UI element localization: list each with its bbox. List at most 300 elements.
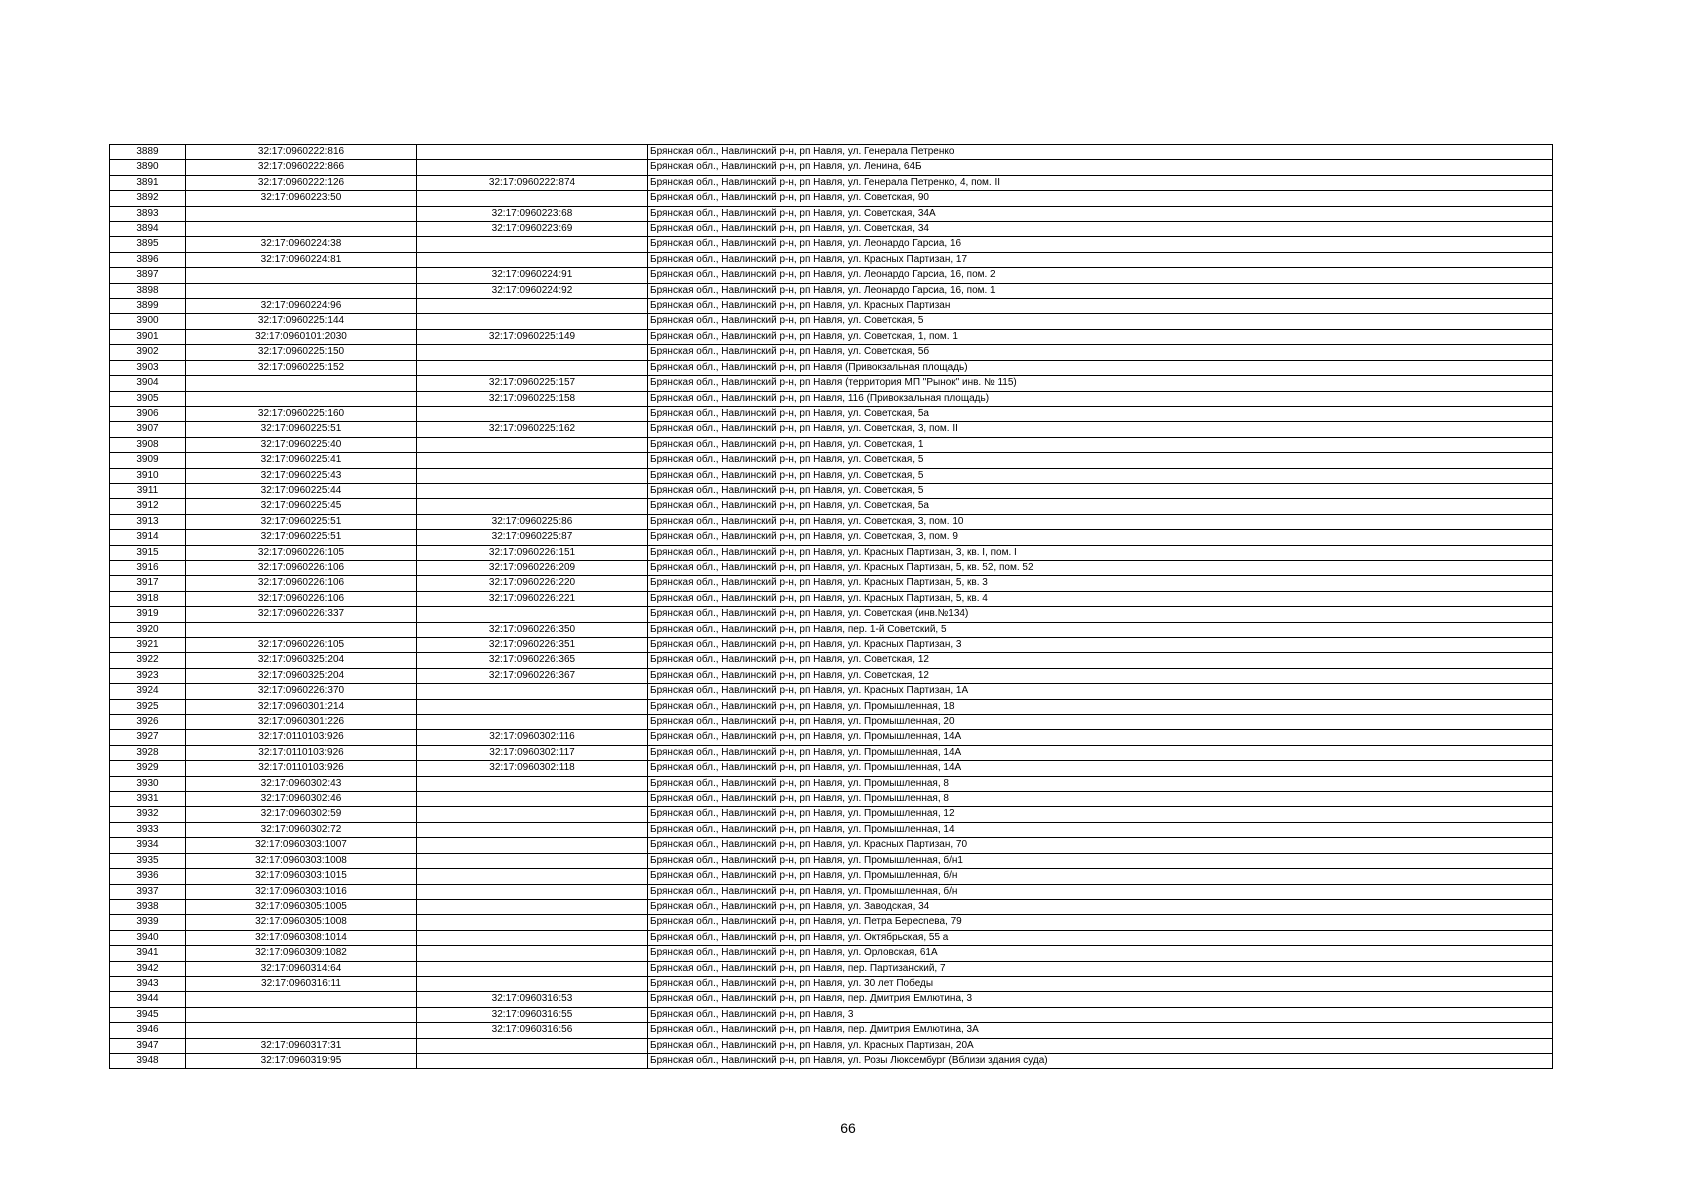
parcel-cadastral-number-cell xyxy=(186,206,417,221)
table-row xyxy=(110,730,1553,745)
row-number-cell: 3895 xyxy=(110,237,186,252)
address-cell: Брянская обл., Навлинский р-н, рп Навля, ул. Красных Партизан, 3 xyxy=(648,638,1553,653)
table-row xyxy=(110,607,1553,622)
address-cell: Брянская обл., Навлинский р-н, рп Навля, пер. Дмитрия Емлютина, 3 xyxy=(648,992,1553,1007)
row-number-cell: 3936 xyxy=(110,869,186,884)
address-cell: Брянская обл., Навлинский р-н, рп Навля, ул. Советская, 3, пом. 10 xyxy=(648,514,1553,529)
table-row xyxy=(110,930,1553,945)
table-row xyxy=(110,560,1553,575)
parcel-cadastral-number-cell: 32:17:0960226:105 xyxy=(186,545,417,560)
address-cell: Брянская обл., Навлинский р-н, рп Навля, ул. Советская, 5 xyxy=(648,483,1553,498)
parcel-cadastral-number-cell: 32:17:0960308:1014 xyxy=(186,930,417,945)
parcel-cadastral-number-cell xyxy=(186,391,417,406)
row-number-cell: 3906 xyxy=(110,406,186,421)
object-cadastral-number-cell xyxy=(417,345,648,360)
object-cadastral-number-cell xyxy=(417,915,648,930)
object-cadastral-number-cell xyxy=(417,1038,648,1053)
parcel-cadastral-number-cell: 32:17:0960305:1005 xyxy=(186,899,417,914)
address-cell: Брянская обл., Навлинский р-н, рп Навля, ул. Промышленная, б/н xyxy=(648,869,1553,884)
table-row xyxy=(110,314,1553,329)
object-cadastral-number-cell xyxy=(417,838,648,853)
parcel-cadastral-number-cell: 32:17:0960223:50 xyxy=(186,191,417,206)
row-number-cell: 3942 xyxy=(110,961,186,976)
parcel-cadastral-number-cell: 32:17:0960302:59 xyxy=(186,807,417,822)
address-cell: Брянская обл., Навлинский р-н, рп Навля, ул. Советская, 1 xyxy=(648,437,1553,452)
row-number-cell: 3907 xyxy=(110,422,186,437)
row-number-cell: 3890 xyxy=(110,160,186,175)
address-cell: Брянская обл., Навлинский р-н, рп Навля, ул. Генерала Петренко, 4, пом. II xyxy=(648,175,1553,190)
row-number-cell: 3946 xyxy=(110,1023,186,1038)
row-number-cell: 3935 xyxy=(110,853,186,868)
parcel-cadastral-number-cell: 32:17:0960303:1008 xyxy=(186,853,417,868)
row-number-cell: 3943 xyxy=(110,976,186,991)
object-cadastral-number-cell: 32:17:0960302:118 xyxy=(417,761,648,776)
address-cell: Брянская обл., Навлинский р-н, рп Навля, ул. Октябрьская, 55 а xyxy=(648,930,1553,945)
object-cadastral-number-cell: 32:17:0960225:162 xyxy=(417,422,648,437)
object-cadastral-number-cell: 32:17:0960302:116 xyxy=(417,730,648,745)
row-number-cell: 3892 xyxy=(110,191,186,206)
address-cell: Брянская обл., Навлинский р-н, рп Навля (Привокзальная площадь) xyxy=(648,360,1553,375)
parcel-cadastral-number-cell: 32:17:0960305:1008 xyxy=(186,915,417,930)
object-cadastral-number-cell xyxy=(417,684,648,699)
table-row xyxy=(110,884,1553,899)
address-cell: Брянская обл., Навлинский р-н, рп Навля, ул. Советская, 34А xyxy=(648,206,1553,221)
row-number-cell: 3916 xyxy=(110,560,186,575)
address-cell: Брянская обл., Навлинский р-н, рп Навля, ул. Советская, 12 xyxy=(648,668,1553,683)
table-row xyxy=(110,822,1553,837)
table-row xyxy=(110,699,1553,714)
object-cadastral-number-cell: 32:17:0960316:56 xyxy=(417,1023,648,1038)
parcel-cadastral-number-cell: 32:17:0110103:926 xyxy=(186,745,417,760)
row-number-cell: 3915 xyxy=(110,545,186,560)
address-cell: Брянская обл., Навлинский р-н, рп Навля, ул. Промышленная, 14 xyxy=(648,822,1553,837)
table-row xyxy=(110,715,1553,730)
table-row xyxy=(110,638,1553,653)
object-cadastral-number-cell: 32:17:0960316:55 xyxy=(417,1007,648,1022)
address-cell: Брянская обл., Навлинский р-н, рп Навля, ул. Генерала Петренко xyxy=(648,145,1553,160)
table-row xyxy=(110,237,1553,252)
row-number-cell: 3931 xyxy=(110,792,186,807)
table-row xyxy=(110,406,1553,421)
row-number-cell: 3919 xyxy=(110,607,186,622)
parcel-cadastral-number-cell xyxy=(186,1023,417,1038)
parcel-cadastral-number-cell: 32:17:0960224:96 xyxy=(186,299,417,314)
row-number-cell: 3897 xyxy=(110,268,186,283)
address-cell: Брянская обл., Навлинский р-н, рп Навля, ул. Леонардо Гарсиа, 16, пом. 2 xyxy=(648,268,1553,283)
row-number-cell: 3940 xyxy=(110,930,186,945)
row-number-cell: 3921 xyxy=(110,638,186,653)
row-number-cell: 3904 xyxy=(110,376,186,391)
object-cadastral-number-cell: 32:17:0960225:87 xyxy=(417,530,648,545)
parcel-cadastral-number-cell: 32:17:0960226:370 xyxy=(186,684,417,699)
address-cell: Брянская обл., Навлинский р-н, рп Навля, ул. Советская, 5 xyxy=(648,453,1553,468)
address-cell: Брянская обл., Навлинский р-н, рп Навля, ул. Промышленная, 8 xyxy=(648,792,1553,807)
parcel-cadastral-number-cell: 32:17:0960303:1015 xyxy=(186,869,417,884)
parcel-cadastral-number-cell: 32:17:0960325:204 xyxy=(186,653,417,668)
row-number-cell: 3924 xyxy=(110,684,186,699)
object-cadastral-number-cell xyxy=(417,437,648,452)
table-row xyxy=(110,591,1553,606)
parcel-cadastral-number-cell: 32:17:0960317:31 xyxy=(186,1038,417,1053)
table-row xyxy=(110,222,1553,237)
address-cell: Брянская обл., Навлинский р-н, рп Навля, пер. Дмитрия Емлютина, 3А xyxy=(648,1023,1553,1038)
parcel-cadastral-number-cell: 32:17:0960222:866 xyxy=(186,160,417,175)
parcel-cadastral-number-cell: 32:17:0960225:41 xyxy=(186,453,417,468)
object-cadastral-number-cell xyxy=(417,1053,648,1068)
address-cell: Брянская обл., Навлинский р-н, рп Навля, пер. 1-й Советский, 5 xyxy=(648,622,1553,637)
table-row xyxy=(110,1053,1553,1068)
parcel-cadastral-number-cell xyxy=(186,1007,417,1022)
address-cell: Брянская обл., Навлинский р-н, рп Навля, ул. Советская, 90 xyxy=(648,191,1553,206)
row-number-cell: 3938 xyxy=(110,899,186,914)
table-row xyxy=(110,776,1553,791)
parcel-cadastral-number-cell: 32:17:0960303:1007 xyxy=(186,838,417,853)
object-cadastral-number-cell: 32:17:0960226:151 xyxy=(417,545,648,560)
object-cadastral-number-cell xyxy=(417,853,648,868)
address-cell: Брянская обл., Навлинский р-н, рп Навля, ул. Петра Бересnева, 79 xyxy=(648,915,1553,930)
object-cadastral-number-cell: 32:17:0960226:365 xyxy=(417,653,648,668)
table-row xyxy=(110,745,1553,760)
object-cadastral-number-cell: 32:17:0960225:157 xyxy=(417,376,648,391)
table-row xyxy=(110,175,1553,190)
table-row xyxy=(110,961,1553,976)
row-number-cell: 3912 xyxy=(110,499,186,514)
object-cadastral-number-cell xyxy=(417,468,648,483)
address-cell: Брянская обл., Навлинский р-н, рп Навля, 116 (Привокзальная площадь) xyxy=(648,391,1553,406)
object-cadastral-number-cell: 32:17:0960226:209 xyxy=(417,560,648,575)
parcel-cadastral-number-cell: 32:17:0960225:51 xyxy=(186,530,417,545)
row-number-cell: 3945 xyxy=(110,1007,186,1022)
table-row xyxy=(110,453,1553,468)
table-row xyxy=(110,653,1553,668)
address-cell: Брянская обл., Навлинский р-н, рп Навля, ул. Промышленная, 14А xyxy=(648,761,1553,776)
parcel-cadastral-number-cell: 32:17:0960302:46 xyxy=(186,792,417,807)
table-row xyxy=(110,792,1553,807)
address-cell: Брянская обл., Навлинский р-н, рп Навля, пер. Партизанский, 7 xyxy=(648,961,1553,976)
table-row xyxy=(110,838,1553,853)
row-number-cell: 3937 xyxy=(110,884,186,899)
table-row xyxy=(110,869,1553,884)
object-cadastral-number-cell: 32:17:0960222:874 xyxy=(417,175,648,190)
parcel-cadastral-number-cell: 32:17:0960225:45 xyxy=(186,499,417,514)
row-number-cell: 3928 xyxy=(110,745,186,760)
row-number-cell: 3913 xyxy=(110,514,186,529)
table-row xyxy=(110,145,1553,160)
parcel-cadastral-number-cell: 32:17:0960225:43 xyxy=(186,468,417,483)
parcel-cadastral-number-cell: 32:17:0960302:72 xyxy=(186,822,417,837)
row-number-cell: 3941 xyxy=(110,946,186,961)
address-cell: Брянская обл., Навлинский р-н, рп Навля, ул. Советская, 5а xyxy=(648,406,1553,421)
object-cadastral-number-cell: 32:17:0960225:149 xyxy=(417,329,648,344)
parcel-cadastral-number-cell: 32:17:0960226:337 xyxy=(186,607,417,622)
row-number-cell: 3909 xyxy=(110,453,186,468)
table-row xyxy=(110,992,1553,1007)
row-number-cell: 3930 xyxy=(110,776,186,791)
parcel-cadastral-number-cell: 32:17:0960225:44 xyxy=(186,483,417,498)
object-cadastral-number-cell xyxy=(417,899,648,914)
table-row xyxy=(110,946,1553,961)
address-cell: Брянская обл., Навлинский р-н, рп Навля, ул. Советская, 34 xyxy=(648,222,1553,237)
object-cadastral-number-cell xyxy=(417,360,648,375)
row-number-cell: 3898 xyxy=(110,283,186,298)
address-cell: Брянская обл., Навлинский р-н, рп Навля, ул. Советская, 5 xyxy=(648,314,1553,329)
row-number-cell: 3891 xyxy=(110,175,186,190)
parcel-cadastral-number-cell: 32:17:0960301:226 xyxy=(186,715,417,730)
object-cadastral-number-cell: 32:17:0960302:117 xyxy=(417,745,648,760)
object-cadastral-number-cell: 32:17:0960225:158 xyxy=(417,391,648,406)
address-cell: Брянская обл., Навлинский р-н, рп Навля, ул. Промышленная, б/н xyxy=(648,884,1553,899)
parcel-cadastral-number-cell: 32:17:0960225:160 xyxy=(186,406,417,421)
table-row xyxy=(110,345,1553,360)
parcel-cadastral-number-cell: 32:17:0960101:2030 xyxy=(186,329,417,344)
address-cell: Брянская обл., Навлинский р-н, рп Навля, ул. Красных Партизан xyxy=(648,299,1553,314)
table-row xyxy=(110,191,1553,206)
row-number-cell: 3900 xyxy=(110,314,186,329)
address-cell: Брянская обл., Навлинский р-н, рп Навля, ул. Ленина, 64Б xyxy=(648,160,1553,175)
row-number-cell: 3918 xyxy=(110,591,186,606)
address-cell: Брянская обл., Навлинский р-н, рп Навля, ул. Красных Партизан, 17 xyxy=(648,252,1553,267)
object-cadastral-number-cell xyxy=(417,792,648,807)
table-row xyxy=(110,576,1553,591)
address-cell: Брянская обл., Навлинский р-н, рп Навля, ул. Промышленная, 14А xyxy=(648,745,1553,760)
address-cell: Брянская обл., Навлинский р-н, рп Навля, 3 xyxy=(648,1007,1553,1022)
object-cadastral-number-cell xyxy=(417,930,648,945)
row-number-cell: 3933 xyxy=(110,822,186,837)
table-row xyxy=(110,206,1553,221)
row-number-cell: 3896 xyxy=(110,252,186,267)
address-cell: Брянская обл., Навлинский р-н, рп Навля, ул. Красных Партизан, 5, кв. 4 xyxy=(648,591,1553,606)
address-cell: Брянская обл., Навлинский р-н, рп Навля, ул. Промышленная, 12 xyxy=(648,807,1553,822)
row-number-cell: 3899 xyxy=(110,299,186,314)
parcel-cadastral-number-cell: 32:17:0960319:95 xyxy=(186,1053,417,1068)
address-cell: Брянская обл., Навлинский р-н, рп Навля, ул. Розы Люксембург (Вблизи здания суда) xyxy=(648,1053,1553,1068)
object-cadastral-number-cell xyxy=(417,946,648,961)
row-number-cell: 3944 xyxy=(110,992,186,1007)
table-row xyxy=(110,360,1553,375)
row-number-cell: 3926 xyxy=(110,715,186,730)
object-cadastral-number-cell: 32:17:0960226:221 xyxy=(417,591,648,606)
parcel-cadastral-number-cell: 32:17:0960316:11 xyxy=(186,976,417,991)
parcel-cadastral-number-cell: 32:17:0960225:51 xyxy=(186,422,417,437)
table-row xyxy=(110,391,1553,406)
table-row xyxy=(110,329,1553,344)
row-number-cell: 3902 xyxy=(110,345,186,360)
parcel-cadastral-number-cell xyxy=(186,268,417,283)
parcel-cadastral-number-cell: 32:17:0110103:926 xyxy=(186,730,417,745)
table-row xyxy=(110,422,1553,437)
address-cell: Брянская обл., Навлинский р-н, рп Навля, ул. Советская, 5а xyxy=(648,499,1553,514)
address-cell: Брянская обл., Навлинский р-н, рп Навля, ул. Советская, 5б xyxy=(648,345,1553,360)
table-row xyxy=(110,530,1553,545)
parcel-cadastral-number-cell: 32:17:0960224:81 xyxy=(186,252,417,267)
object-cadastral-number-cell xyxy=(417,237,648,252)
row-number-cell: 3925 xyxy=(110,699,186,714)
address-cell: Брянская обл., Навлинский р-н, рп Навля, ул. Леонардо Гарсиа, 16 xyxy=(648,237,1553,252)
address-cell: Брянская обл., Навлинский р-н, рп Навля, ул. Красных Партизан, 70 xyxy=(648,838,1553,853)
row-number-cell: 3927 xyxy=(110,730,186,745)
parcel-cadastral-number-cell: 32:17:0960225:152 xyxy=(186,360,417,375)
table-row xyxy=(110,299,1553,314)
object-cadastral-number-cell xyxy=(417,314,648,329)
table-row xyxy=(110,1023,1553,1038)
table-row xyxy=(110,976,1553,991)
address-cell: Брянская обл., Навлинский р-н, рп Навля, ул. Промышленная, 20 xyxy=(648,715,1553,730)
parcel-cadastral-number-cell: 32:17:0960224:38 xyxy=(186,237,417,252)
address-cell: Брянская обл., Навлинский р-н, рп Навля, ул. Леонардо Гарсиа, 16, пом. 1 xyxy=(648,283,1553,298)
table-row xyxy=(110,853,1553,868)
object-cadastral-number-cell: 32:17:0960224:92 xyxy=(417,283,648,298)
address-cell: Брянская обл., Навлинский р-н, рп Навля, ул. Советская, 5 xyxy=(648,468,1553,483)
address-cell: Брянская обл., Навлинский р-н, рп Навля, ул. Промышленная, 18 xyxy=(648,699,1553,714)
address-cell: Брянская обл., Навлинский р-н, рп Навля, ул. Красных Партизан, 20А xyxy=(648,1038,1553,1053)
address-cell: Брянская обл., Навлинский р-н, рп Навля, ул. Советская, 12 xyxy=(648,653,1553,668)
registry-table-body xyxy=(110,145,1553,1069)
object-cadastral-number-cell: 32:17:0960226:220 xyxy=(417,576,648,591)
row-number-cell: 3934 xyxy=(110,838,186,853)
parcel-cadastral-number-cell: 32:17:0960226:106 xyxy=(186,591,417,606)
address-cell: Брянская обл., Навлинский р-н, рп Навля, ул. Красных Партизан, 5, кв. 52, пом. 52 xyxy=(648,560,1553,575)
table-row xyxy=(110,499,1553,514)
table-row xyxy=(110,468,1553,483)
object-cadastral-number-cell xyxy=(417,961,648,976)
table-row xyxy=(110,160,1553,175)
table-row xyxy=(110,483,1553,498)
row-number-cell: 3920 xyxy=(110,622,186,637)
parcel-cadastral-number-cell: 32:17:0960226:106 xyxy=(186,560,417,575)
row-number-cell: 3903 xyxy=(110,360,186,375)
object-cadastral-number-cell xyxy=(417,822,648,837)
object-cadastral-number-cell xyxy=(417,160,648,175)
table-row xyxy=(110,899,1553,914)
row-number-cell: 3932 xyxy=(110,807,186,822)
parcel-cadastral-number-cell: 32:17:0960325:204 xyxy=(186,668,417,683)
parcel-cadastral-number-cell: 32:17:0110103:926 xyxy=(186,761,417,776)
registry-table xyxy=(109,144,1553,1069)
parcel-cadastral-number-cell: 32:17:0960225:144 xyxy=(186,314,417,329)
address-cell: Брянская обл., Навлинский р-н, рп Навля, ул. Промышленная, 8 xyxy=(648,776,1553,791)
address-cell: Брянская обл., Навлинский р-н, рп Навля, ул. Советская, 3, пом. II xyxy=(648,422,1553,437)
object-cadastral-number-cell xyxy=(417,499,648,514)
table-row xyxy=(110,545,1553,560)
object-cadastral-number-cell xyxy=(417,776,648,791)
object-cadastral-number-cell xyxy=(417,453,648,468)
row-number-cell: 3939 xyxy=(110,915,186,930)
parcel-cadastral-number-cell: 32:17:0960225:150 xyxy=(186,345,417,360)
object-cadastral-number-cell xyxy=(417,976,648,991)
address-cell: Брянская обл., Навлинский р-н, рп Навля, ул. Промышленная, 14А xyxy=(648,730,1553,745)
table-row xyxy=(110,283,1553,298)
table-row xyxy=(110,807,1553,822)
parcel-cadastral-number-cell: 32:17:0960309:1082 xyxy=(186,946,417,961)
address-cell: Брянская обл., Навлинский р-н, рп Навля (территория МП "Рынок" инв. № 115) xyxy=(648,376,1553,391)
row-number-cell: 3889 xyxy=(110,145,186,160)
row-number-cell: 3923 xyxy=(110,668,186,683)
object-cadastral-number-cell: 32:17:0960223:68 xyxy=(417,206,648,221)
parcel-cadastral-number-cell xyxy=(186,992,417,1007)
address-cell: Брянская обл., Навлинский р-н, рп Навля, ул. Советская (инв.№134) xyxy=(648,607,1553,622)
table-row xyxy=(110,915,1553,930)
address-cell: Брянская обл., Навлинский р-н, рп Навля, ул. Орловская, 61А xyxy=(648,946,1553,961)
parcel-cadastral-number-cell: 32:17:0960302:43 xyxy=(186,776,417,791)
parcel-cadastral-number-cell: 32:17:0960222:126 xyxy=(186,175,417,190)
row-number-cell: 3948 xyxy=(110,1053,186,1068)
parcel-cadastral-number-cell: 32:17:0960226:106 xyxy=(186,576,417,591)
table-row xyxy=(110,268,1553,283)
page-number: 66 xyxy=(840,1120,856,1136)
row-number-cell: 3905 xyxy=(110,391,186,406)
object-cadastral-number-cell xyxy=(417,145,648,160)
table-row xyxy=(110,668,1553,683)
row-number-cell: 3917 xyxy=(110,576,186,591)
row-number-cell: 3901 xyxy=(110,329,186,344)
table-row xyxy=(110,1038,1553,1053)
table-row xyxy=(110,761,1553,776)
object-cadastral-number-cell xyxy=(417,869,648,884)
address-cell: Брянская обл., Навлинский р-н, рп Навля, ул. 30 лет Победы xyxy=(648,976,1553,991)
row-number-cell: 3894 xyxy=(110,222,186,237)
table-row xyxy=(110,252,1553,267)
address-cell: Брянская обл., Навлинский р-н, рп Навля, ул. Красных Партизан, 1А xyxy=(648,684,1553,699)
object-cadastral-number-cell: 32:17:0960226:351 xyxy=(417,638,648,653)
parcel-cadastral-number-cell xyxy=(186,283,417,298)
row-number-cell: 3910 xyxy=(110,468,186,483)
table-row xyxy=(110,622,1553,637)
parcel-cadastral-number-cell xyxy=(186,622,417,637)
row-number-cell: 3911 xyxy=(110,483,186,498)
parcel-cadastral-number-cell: 32:17:0960222:816 xyxy=(186,145,417,160)
object-cadastral-number-cell: 32:17:0960226:367 xyxy=(417,668,648,683)
object-cadastral-number-cell xyxy=(417,807,648,822)
object-cadastral-number-cell xyxy=(417,884,648,899)
table-row xyxy=(110,1007,1553,1022)
table-row xyxy=(110,437,1553,452)
object-cadastral-number-cell: 32:17:0960316:53 xyxy=(417,992,648,1007)
object-cadastral-number-cell xyxy=(417,252,648,267)
parcel-cadastral-number-cell xyxy=(186,222,417,237)
object-cadastral-number-cell xyxy=(417,607,648,622)
row-number-cell: 3914 xyxy=(110,530,186,545)
table-row xyxy=(110,684,1553,699)
parcel-cadastral-number-cell: 32:17:0960314:64 xyxy=(186,961,417,976)
address-cell: Брянская обл., Навлинский р-н, рп Навля, ул. Промышленная, б/н1 xyxy=(648,853,1553,868)
object-cadastral-number-cell: 32:17:0960226:350 xyxy=(417,622,648,637)
address-cell: Брянская обл., Навлинский р-н, рп Навля, ул. Красных Партизан, 3, кв. I, пом. I xyxy=(648,545,1553,560)
address-cell: Брянская обл., Навлинский р-н, рп Навля, ул. Заводская, 34 xyxy=(648,899,1553,914)
parcel-cadastral-number-cell: 32:17:0960225:51 xyxy=(186,514,417,529)
address-cell: Брянская обл., Навлинский р-н, рп Навля, ул. Советская, 3, пом. 9 xyxy=(648,530,1553,545)
parcel-cadastral-number-cell: 32:17:0960226:105 xyxy=(186,638,417,653)
table-row xyxy=(110,376,1553,391)
table-row xyxy=(110,514,1553,529)
address-cell: Брянская обл., Навлинский р-н, рп Навля, ул. Красных Партизан, 5, кв. 3 xyxy=(648,576,1553,591)
parcel-cadastral-number-cell: 32:17:0960303:1016 xyxy=(186,884,417,899)
object-cadastral-number-cell: 32:17:0960225:86 xyxy=(417,514,648,529)
object-cadastral-number-cell xyxy=(417,483,648,498)
row-number-cell: 3929 xyxy=(110,761,186,776)
object-cadastral-number-cell xyxy=(417,699,648,714)
row-number-cell: 3922 xyxy=(110,653,186,668)
row-number-cell: 3908 xyxy=(110,437,186,452)
object-cadastral-number-cell xyxy=(417,715,648,730)
object-cadastral-number-cell xyxy=(417,191,648,206)
address-cell: Брянская обл., Навлинский р-н, рп Навля, ул. Советская, 1, пом. 1 xyxy=(648,329,1553,344)
object-cadastral-number-cell: 32:17:0960223:69 xyxy=(417,222,648,237)
object-cadastral-number-cell xyxy=(417,299,648,314)
row-number-cell: 3893 xyxy=(110,206,186,221)
object-cadastral-number-cell xyxy=(417,406,648,421)
parcel-cadastral-number-cell xyxy=(186,376,417,391)
parcel-cadastral-number-cell: 32:17:0960301:214 xyxy=(186,699,417,714)
